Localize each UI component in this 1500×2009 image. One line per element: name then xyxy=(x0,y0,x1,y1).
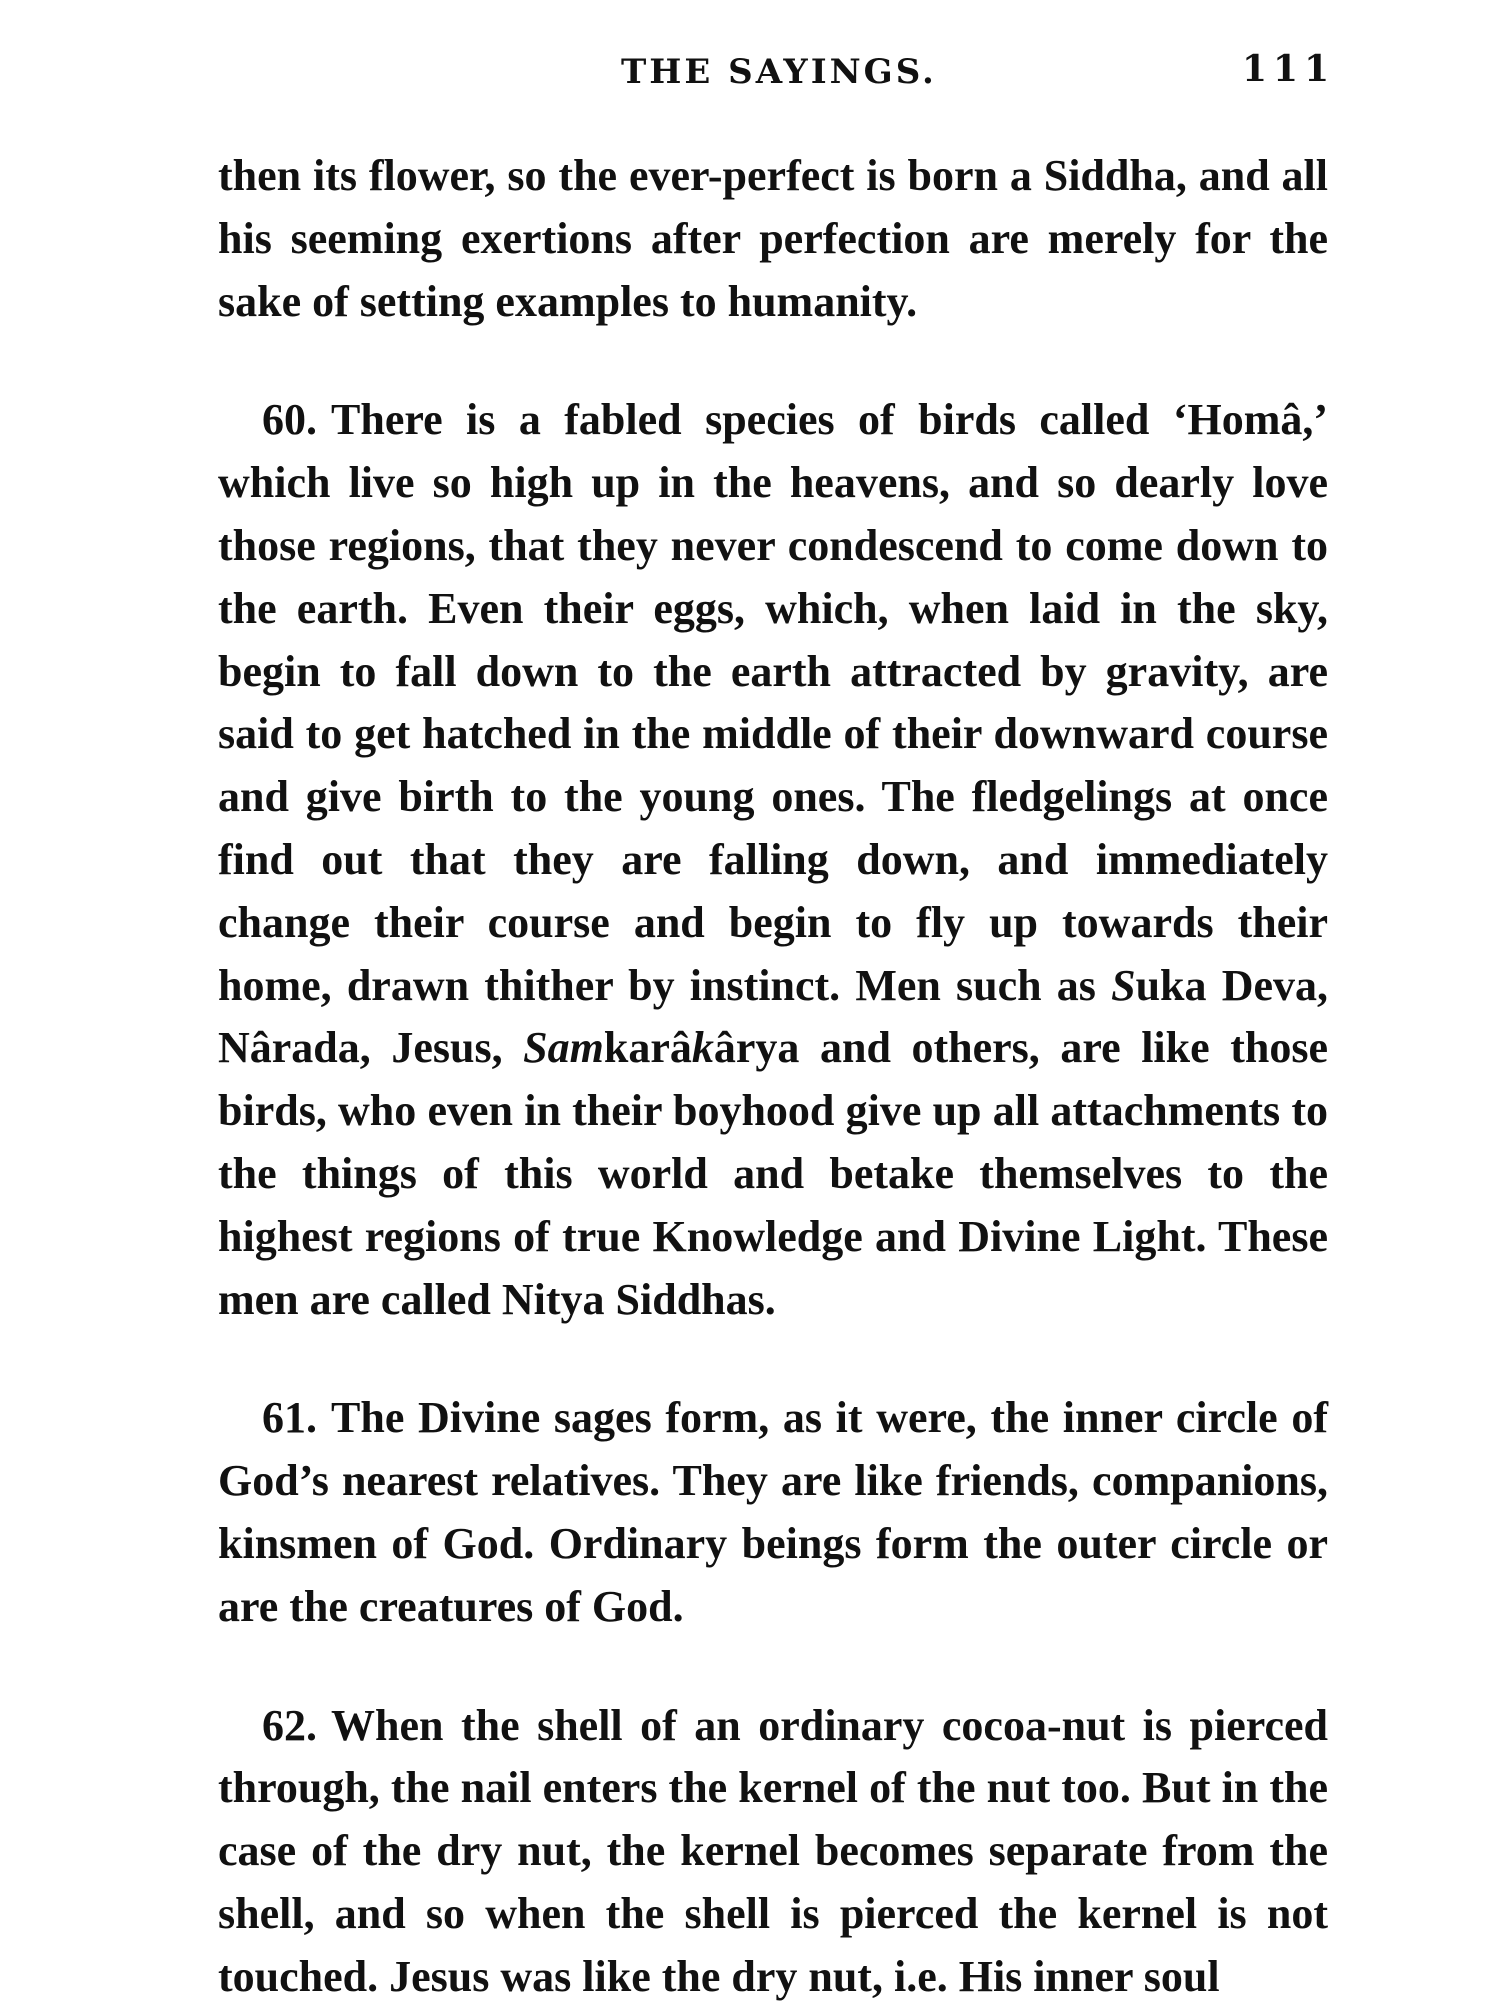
paragraph-text: The Divine sages form, as it were, the inner circle of God’s nearest relatives. They are like friends, companions, kinsmen of God. Ordinary beings form the outer circle or are the creatures of God. xyxy=(218,1393,1328,1631)
running-title: THE SAYINGS. xyxy=(621,52,937,92)
running-header xyxy=(0,42,1500,102)
italic-letter: k xyxy=(691,1023,714,1073)
paragraph-text: There is a fabled species of birds called ‘Homâ,’ which live so high up in the heavens, and so dearly love those regions, that they never condescend to come down to the earth. Even their eggs, which, when laid in the sky, begin to fall down to the earth attracted by gravity, are said to get hatched in the middle of their downward course and give birth to the young ones. The fledgelings at once find out that they are falling down, and immediately change their course and begin to fly up towards their home, drawn thither by instinct. Men such as xyxy=(218,395,1328,1010)
page-body xyxy=(218,145,1328,2009)
paragraph-text: ârya and others, are like those birds, who even in their boyhood give up all attachments to the things of this world and betake themselves to the highest regions of true Knowledge and Divine Light. These men are called Nitya Siddhas. xyxy=(218,1023,1328,1324)
name-part xyxy=(523,1023,714,1072)
paragraph-text: then its flower, so the ever-perfect is born a Siddha, and all his seeming exertions after perfection are merely for the sake of setting examples to humanity. xyxy=(218,151,1328,326)
paragraph-text: uka Deva, Nârada, Jesus, xyxy=(218,960,1328,1073)
paragraph-number: 61. xyxy=(262,1393,317,1443)
italic-letter: S xyxy=(1111,960,1136,1010)
name-part-text: karâ xyxy=(603,1023,692,1073)
paragraph-text: When the shell of an ordinary cocoa-nut is pierced through, the nail enters the kernel of the nut too. But in the case of the dry nut, the kernel becomes separate from the shell, and so when the shell is pierced the kernel is not touched. Jesus was like the dry nut, i.e. His inner soul xyxy=(218,1700,1328,2001)
paragraph-continuation xyxy=(218,145,1328,333)
paragraph-60 xyxy=(218,389,1328,1331)
paragraph-number: 62. xyxy=(262,1700,317,1750)
italic-syllable: Sam xyxy=(523,1023,604,1073)
paragraph-number: 60. xyxy=(262,395,317,445)
paragraph-62 xyxy=(218,1695,1328,2009)
page-number: 111 xyxy=(1242,48,1336,90)
paragraph-61 xyxy=(218,1387,1328,1638)
